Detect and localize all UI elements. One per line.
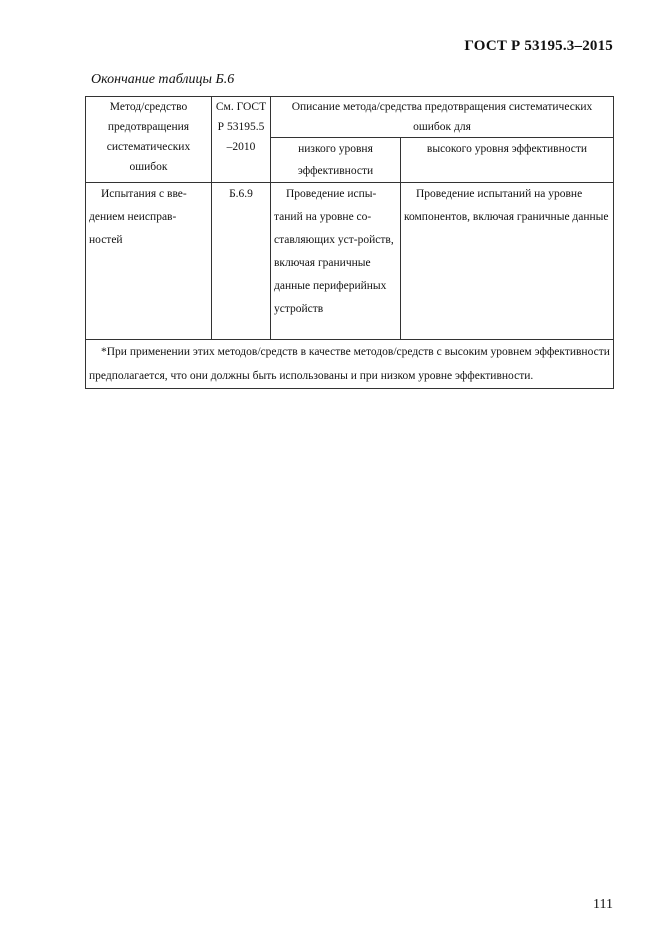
header-high-level: высокого уровня эффективности — [401, 138, 614, 183]
header-low-level: низкого уровня эффективности — [271, 138, 401, 183]
cell-reference: Б.6.9 — [212, 183, 271, 340]
document-code: ГОСТ Р 53195.3–2015 — [464, 38, 613, 54]
header-description-group: Описание метода/средства предотвращения систематических ошибок для — [271, 97, 614, 138]
page-number: 111 — [593, 897, 613, 912]
cell-method: Испытания с вве-дением неисправ-ностей — [86, 183, 212, 340]
header-method: Метод/средство предотвращения систематических ошибок — [86, 97, 212, 183]
cell-high-level: Проведение испытаний на уровне компонентов, включая граничные данные — [401, 183, 614, 340]
table-footnote: *При применении этих методов/средств в качестве методов/средств с высоким уровнем эффективности предполагается, что они должны быть использованы и при низком уровне эффективности. — [86, 340, 614, 389]
methods-table — [85, 96, 614, 389]
table-header-row — [86, 97, 614, 138]
cell-low-level: Проведение испы-таний на уровне со-ставляющих уст-ройств, включая граничные данные периферийных устройств — [271, 183, 401, 340]
table-row — [86, 183, 614, 340]
table-footnote-row — [86, 340, 614, 389]
table-caption: Окончание таблицы Б.6 — [91, 72, 235, 87]
header-reference: См. ГОСТ Р 53195.5 –2010 — [212, 97, 271, 183]
